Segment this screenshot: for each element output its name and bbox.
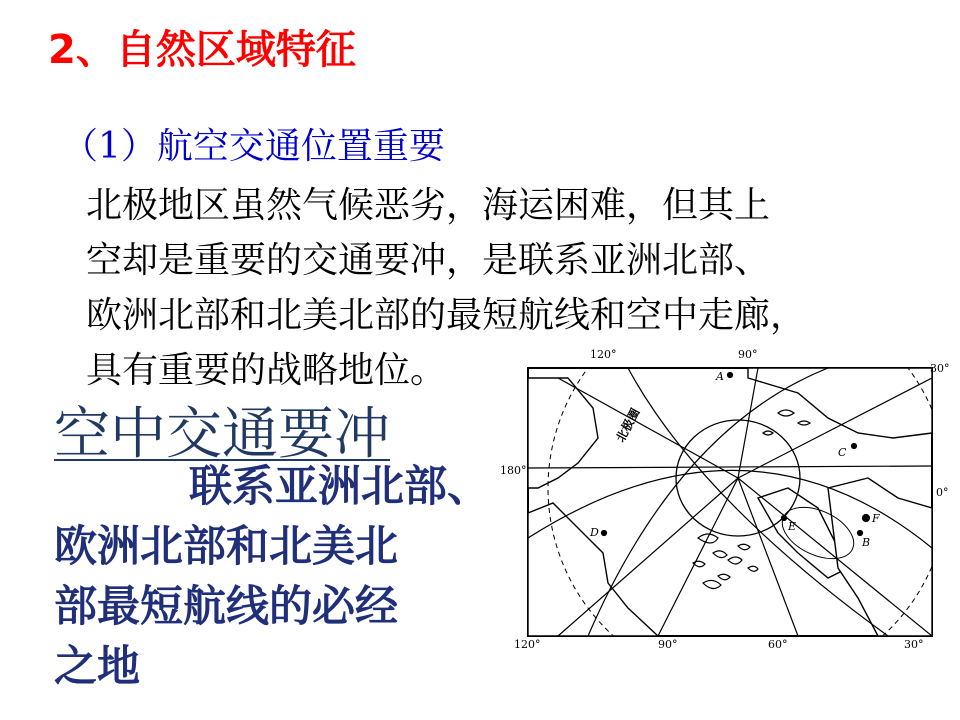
lon-label-top-30: 30° xyxy=(930,362,950,375)
explanation-line: 欧洲北部和北美北 xyxy=(54,522,398,572)
arctic-map-figure xyxy=(498,338,960,654)
body-line: 欧洲北部和北美北部的最短航线和空中走廊， xyxy=(86,295,807,336)
body-line: 空却是重要的交通要冲，是联系亚洲北部、 xyxy=(86,240,771,281)
lon-label-top-120: 120° xyxy=(590,348,617,361)
point-c-marker xyxy=(852,444,857,449)
slide-title: 2、自然区域特征 xyxy=(48,27,356,73)
explanation-line: 之地 xyxy=(54,642,140,692)
lon-label-right-0: 0° xyxy=(936,486,949,499)
point-d-label: D xyxy=(590,526,599,539)
lon-label-bottom-120: 120° xyxy=(514,638,541,651)
explanation-line: 部最短航线的必经 xyxy=(54,582,398,632)
point-f-marker xyxy=(863,515,870,522)
lon-label-top-90: 90° xyxy=(738,348,758,361)
body-line: 具有重要的战略地位。 xyxy=(86,350,447,391)
lon-label-bottom-60: 60° xyxy=(768,638,788,651)
point-e-marker xyxy=(782,516,787,521)
point-d-marker xyxy=(602,531,607,536)
keyword-heading: 空中交通要冲 xyxy=(54,402,390,467)
lon-label-left-180: 180° xyxy=(500,464,527,477)
point-a-marker xyxy=(728,373,733,378)
section-subtitle: （1）航空交通位置重要 xyxy=(62,126,445,167)
point-b-label: B xyxy=(862,536,871,549)
lon-label-bottom-30: 30° xyxy=(904,638,924,651)
body-line: 北极地区虽然气候恶劣，海运困难，但其上 xyxy=(86,185,771,226)
point-b-marker xyxy=(858,531,863,536)
arctic-circle-label: 北极圈 xyxy=(613,406,643,445)
point-c-label: C xyxy=(838,446,847,459)
point-a-label: A xyxy=(716,370,724,383)
point-f-label: F xyxy=(872,512,880,525)
point-e-label: E xyxy=(788,520,797,533)
explanation-line: 联系亚洲北部、 xyxy=(189,462,490,512)
keyword-explanation xyxy=(54,457,524,697)
arctic-map xyxy=(498,338,960,654)
lon-label-bottom-90: 90° xyxy=(658,638,678,651)
